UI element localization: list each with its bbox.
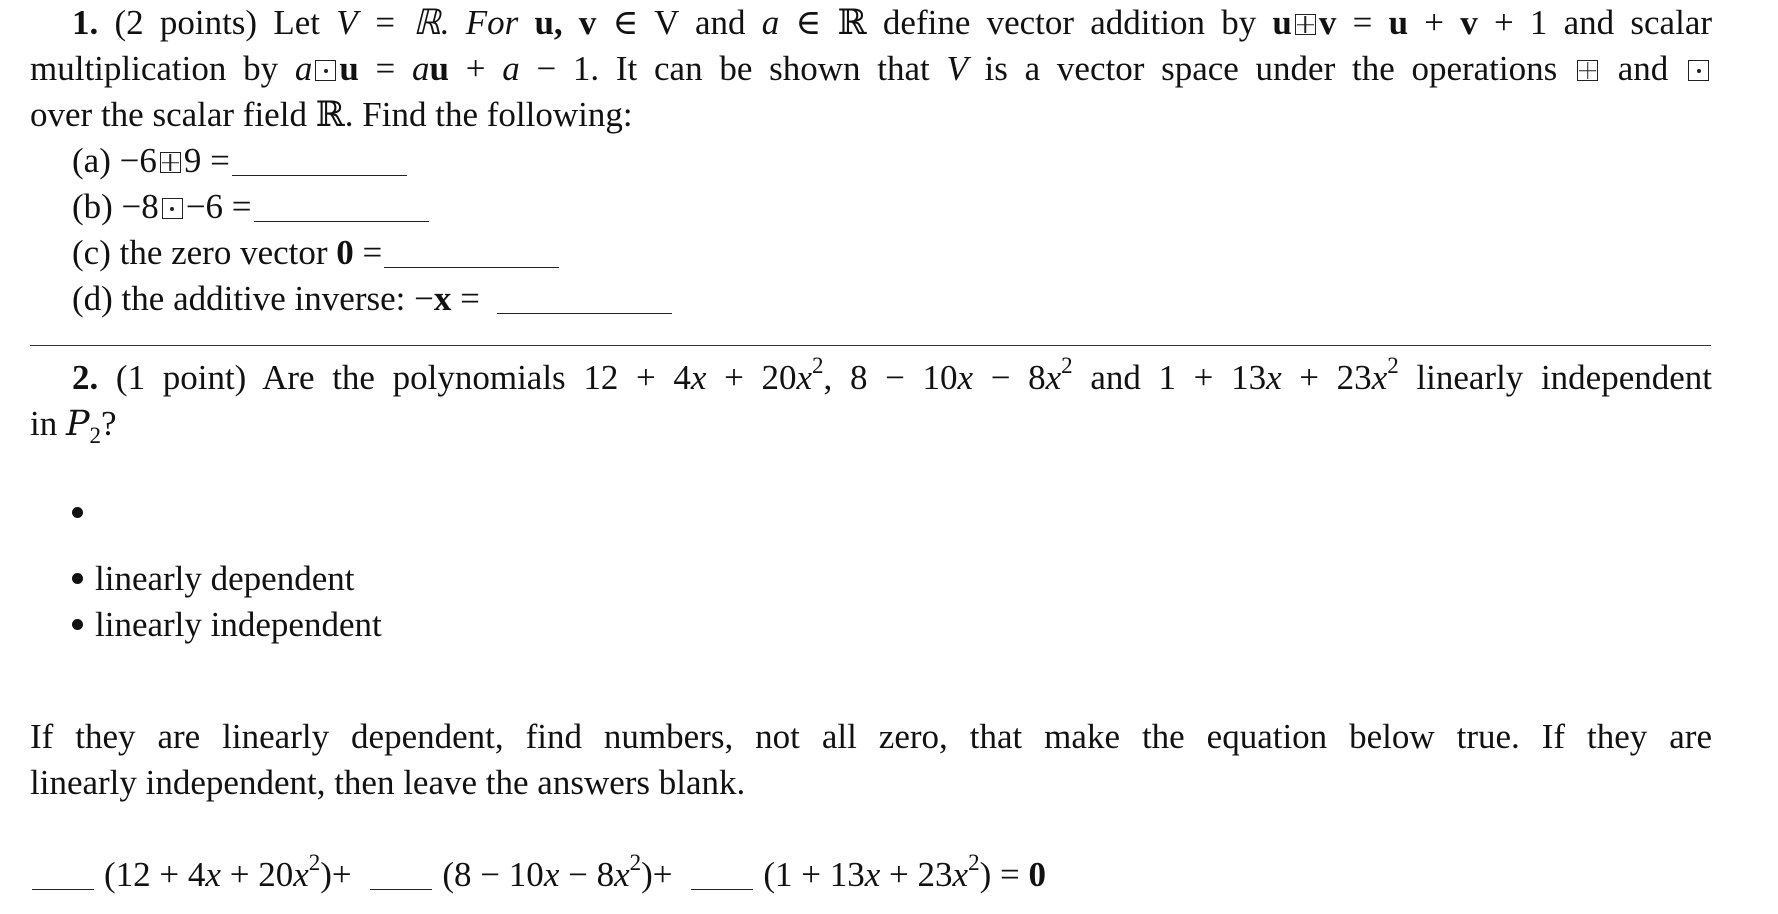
option-linearly-dependent[interactable]: linearly dependent	[72, 556, 382, 602]
part-a: (a) −6 9 =	[30, 138, 1712, 184]
problem-1-line-2: multiplication by a u = au + a − 1. It can be shown that V is a vector space under the operations and	[30, 46, 1712, 92]
option-linearly-independent[interactable]: linearly independent	[72, 602, 382, 648]
coefficient-3-field[interactable]	[691, 859, 753, 890]
boxplus-icon	[160, 152, 181, 173]
empty-option[interactable]	[72, 490, 382, 536]
problem-1-points: (2 points)	[114, 3, 258, 42]
part-d: (d) the additive inverse: −x =	[30, 276, 1712, 322]
instructions: If they are linearly dependent, find numbers, not all zero, that make the equation below true. If they are linearly independent, then leave the answers blank.	[30, 717, 1712, 802]
problem-1-number: 1.	[72, 3, 99, 42]
linear-combination-equation: $(12 + 4x + 20x^2)+ (8 - 10x - 8x^2)+ (1 + 13x + 23x^2) = 0$	[30, 852, 1046, 898]
problem-2	[30, 355, 1712, 447]
part-b-answer-field[interactable]	[254, 191, 429, 222]
problem-1-line-3: over the scalar field ℝ. Find the following:	[30, 95, 633, 134]
boxplus-icon	[1295, 14, 1316, 35]
polynomial-space-symbol: P	[65, 404, 90, 444]
part-b: (b) −8 −6 =	[30, 184, 1712, 230]
part-d-answer-field[interactable]	[497, 283, 672, 314]
problem-2-line-2: in $P_2$?	[30, 404, 117, 448]
coefficient-1-field[interactable]	[32, 859, 94, 890]
problem-2-line-1: 2. (1 point) Are the polynomials $12 + 4x + 20x^2$, $8 - 10x - 8x^2$ and $1 + 13x + 23x^2$ linearly independent	[72, 353, 1712, 397]
answer-options	[72, 490, 382, 648]
bullet-icon	[72, 507, 83, 518]
boxdot-icon	[162, 198, 183, 219]
bullet-icon	[72, 573, 83, 584]
part-c-answer-field[interactable]	[384, 237, 559, 268]
part-c: (c) the zero vector 0 =	[30, 230, 1712, 276]
problem-divider	[30, 345, 1711, 346]
boxplus-icon	[1577, 60, 1598, 81]
problem-2-points: (1 point)	[115, 358, 247, 397]
problem-1-line-1: 1. (2 points) Let V = ℝ. For u, v ∈ V and a ∈ ℝ define vector addition by u v = u + v + 1 and scalar	[72, 3, 1713, 42]
problem-2-number: 2.	[72, 358, 99, 397]
coefficient-2-field[interactable]	[370, 859, 432, 890]
part-a-answer-field[interactable]	[232, 145, 407, 176]
boxdot-icon	[1688, 60, 1709, 81]
problem-1	[30, 0, 1712, 322]
bullet-icon	[72, 619, 83, 630]
boxdot-icon	[315, 60, 336, 81]
